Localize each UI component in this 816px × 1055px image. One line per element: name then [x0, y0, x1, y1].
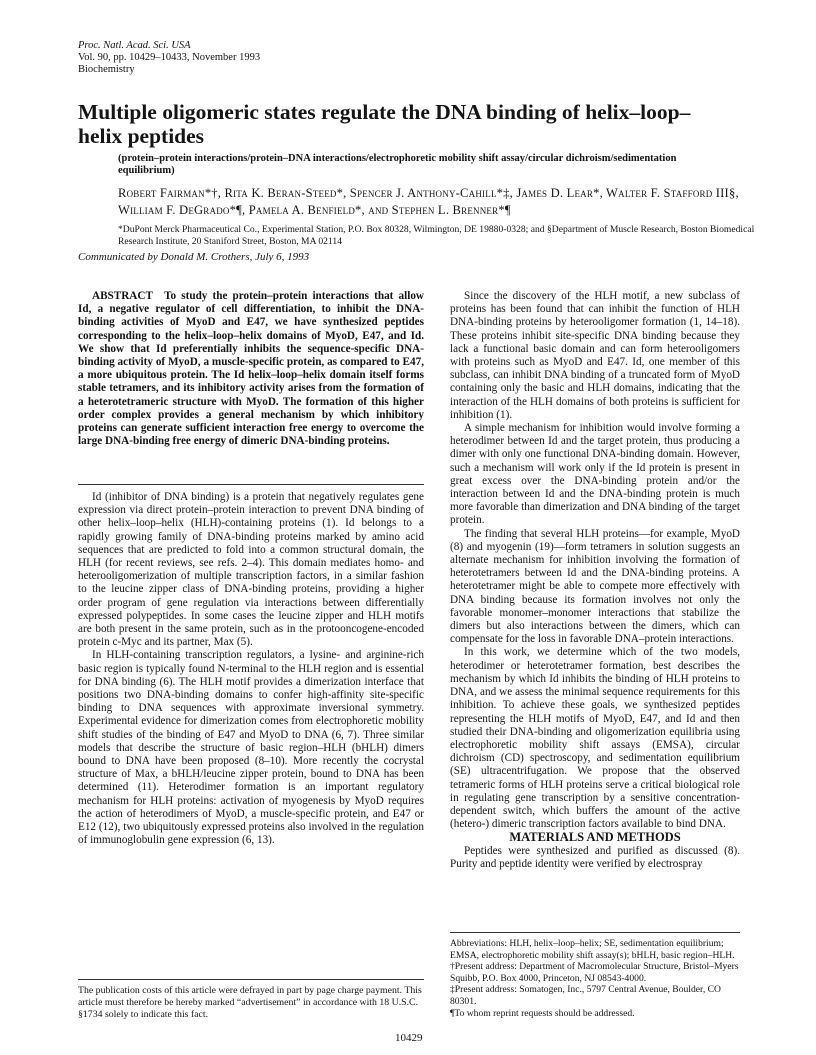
left-column	[78, 491, 424, 847]
page-number: 10429	[395, 1032, 423, 1044]
body-paragraph: The finding that several HLH proteins—for example, MyoD (8) and myogenin (19)—form tetramers in solution suggests an alternate mechanism for inhibition involving the formation of heterotetramers between Id and the DNA-binding proteins. A heterotetramer might be able to compete more effectively with DNA binding because its formation involves not only the favorable monomer–monomer interactions that stabilize the dimers but also interactions between the dimers, which can compensate for the loss in favorable DNA–protein interactions.	[450, 527, 740, 646]
footnote-divider	[78, 979, 424, 980]
volume-info: Vol. 90, pp. 10429–10433, November 1993	[78, 52, 261, 63]
methods-paragraph: Peptides were synthesized and purified as discussed (8). Purity and peptide identity were verified by electrospray	[450, 844, 740, 870]
abbreviations-note: Abbreviations: HLH, helix–loop–helix; SE, sedimentation equilibrium; EMSA, electrophoretic mobility shift assay(s); bHLH, basic region–HLH.	[450, 938, 735, 961]
body-paragraph: In this work, we determine which of the two models, heterodimer or heterotetramer formation, best describes the mechanism by which Id inhibits the binding of HLH proteins to DNA, and we assess the minimal sequence requirements for this inhibition. To achieve these goals, we synthesized peptides representing the HLH motifs of MyoD, E47, and Id and then studied their DNA-binding and oligomerization equilibria using electrophoretic mobility shift assays (EMSA), circular dichroism (CD) spectroscopy, and sedimentation equilibrium (SE) ultracentrifugation. We propose that the observed tetrameric forms of HLH proteins serve a critical biological role in regulating gene transcription by a sensitive concentration-dependent switch, which buffers the amount of the active (hetero-) dimeric transcription factors available to bind DNA.	[450, 646, 740, 831]
publication-cost-note: The publication costs of this article were defrayed in part by page charge payment. This article must therefore be hereby marked “advertisement” in accordance with 18 U.S.C. §1734 solely to indicate this fact.	[78, 985, 422, 1020]
footnote: †Present address: Department of Macromolecular Structure, Bristol–Myers Squibb, P.O. Box 4000, Princeton, NJ 08543-4000.	[450, 961, 739, 984]
body-paragraph: A simple mechanism for inhibition would involve forming a heterodimer between Id and the target protein, thus producing a dimer with only one functional DNA-binding domain. However, such a mechanism will work only if the Id protein is present in great excess over the DNA-binding protein and/or the interaction between Id and the DNA-binding protein is much more favorable than dimerization and DNA binding of the target protein.	[450, 422, 740, 527]
communicated-by: Communicated by Donald M. Crothers, July 6, 1993	[78, 251, 310, 263]
right-footnotes	[450, 938, 740, 1019]
footnote: ¶To whom reprint requests should be addressed.	[450, 1007, 635, 1019]
journal-name: Proc. Natl. Acad. Sci. USA	[78, 40, 191, 51]
intro-paragraph: Id (inhibitor of DNA binding) is a protein that negatively regulates gene expression via direct protein–protein interaction to prevent DNA binding of other helix–loop–helix (HLH)-containing proteins (1). Id belongs to a rapidly growing family of DNA-binding proteins marked by amino acid sequences that are predicted to fold into a common structural domain, the HLH (for recent reviews, see refs. 2–4). This domain mediates homo- and heterooligomerization of multiple transcription factors, in a similar fashion to the leucine zipper class of DNA-binding proteins, providing a higher order program of gene regulation via interactions between differentially expressed polypeptides. In some cases the leucine zipper and HLH motifs are both present in the same protein, such as in the protooncogene-encoded protein c-Myc and its partner, Max (5).	[78, 491, 424, 649]
author-list: Robert Fairman*†, Rita K. Beran-Steed*, Spencer J. Anthony-Cahill*‡, James D. Lear*, Walter F. Stafford III§, William F. DeGrado*¶, Pamela A. Benfield*, and Stephen L. Brenner*¶	[118, 186, 739, 217]
methods-heading: MATERIALS AND METHODS	[509, 830, 681, 845]
footnote: ‡Present address: Somatogen, Inc., 5797 Central Avenue, Boulder, CO 80301.	[450, 984, 721, 1007]
article-title: Multiple oligomeric states regulate the DNA binding of helix–loop–helix peptides	[78, 100, 691, 148]
journal-header	[78, 40, 260, 76]
abstract-text: ABSTRACT To study the protein–protein interactions that allow Id, a negative regulator of cell differentiation, to inhibit the DNA-binding activities of MyoD and E47, we have synthesized peptides corresponding to the helix–loop–helix domains of MyoD, E47, and Id. We show that Id preferentially inhibits the sequence-specific DNA-binding activity of MyoD, a muscle-specific protein, as compared to E47, a more ubiquitous protein. The Id helix–loop–helix domain itself forms stable tetramers, and its inhibitory activity arises from the formation of a heterotetrameric structure with MyoD. The formation of this higher order complex provides a general mechanism by which inhibitory proteins can generate sufficient interaction free energy to overcome the large DNA-binding free energy of dimeric DNA-binding proteins.	[78, 290, 424, 448]
right-footnote-divider	[450, 932, 740, 933]
intro-paragraph: In HLH-containing transcription regulators, a lysine- and arginine-rich basic region is typically found N-terminal to the HLH region and is essential for DNA binding (6). The HLH motif provides a dimerization interface that positions two DNA-binding domains to confer high-affinity site-specific binding to DNA sequences with approximate inversional symmetry. Experimental evidence for dimerization comes from electrophoretic mobility shift studies of the binding of E47 and MyoD to DNA (6, 7). Three similar models that describe the structure of basic region–HLH (bHLH) dimers bound to DNA have been proposed (8–10). More recently the cocrystal structure of Max, a bHLH/leucine zipper protein, bound to DNA has been determined (11). Heterodimer formation is an important regulatory mechanism for HLH proteins: activation of myogenesis by MyoD requires the action of heterodimers of MyoD, a muscle-specific protein, and E47 or E12 (12), two ubiquitously expressed proteins also involved in the regulation of immunoglobulin gene expression (6, 13).	[78, 649, 424, 847]
right-column	[450, 290, 740, 871]
body-paragraph: Since the discovery of the HLH motif, a new subclass of proteins has been found that can inhibit the function of HLH DNA-binding proteins by heterooligomer formation (1, 14–18). These proteins inhibit site-specific DNA binding because they lack a functional basic domain and can form heterooligomers with proteins such as MyoD and E47. Id, one member of this subclass, can inhibit DNA binding of a truncated form of MyoD containing only the basic and HLH domains, indicating that the interaction of the HLH domains of both proteins is sufficient for inhibition (1).	[450, 290, 740, 421]
keywords: (protein–protein interactions/protein–DNA interactions/electrophoretic mobility shift assay/circular dichroism/sedimentation equilibrium)	[118, 153, 677, 176]
abstract-divider	[78, 484, 424, 485]
abstract	[78, 290, 424, 448]
section-name: Biochemistry	[78, 64, 135, 75]
affiliations: *DuPont Merck Pharmaceutical Co., Experimental Station, P.O. Box 80328, Wilmington, DE 19880-0328; and §Department of Muscle Research, Boston Biomedical Research Institute, 20 Staniford Street, Boston, MA 02114	[118, 224, 755, 247]
